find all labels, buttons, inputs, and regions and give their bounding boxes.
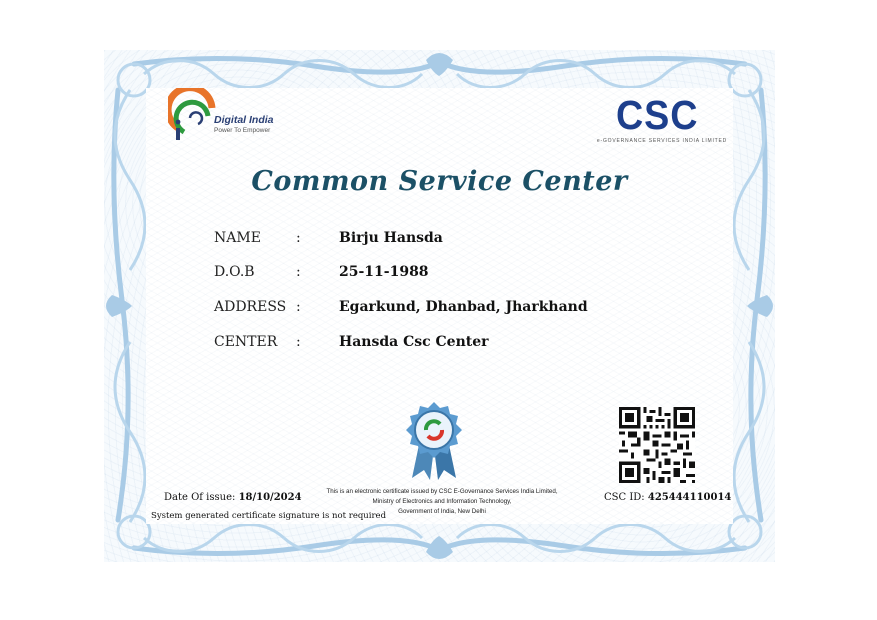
award-seal-icon [404,400,464,480]
csc-logo [592,94,732,146]
digital-india-name: Digital India [214,114,274,126]
certificate-issuer-note [292,487,592,517]
csc-logo-tagline: e-GOVERNANCE SERVICES INDIA LIMITED [596,138,728,144]
field-separator: : [296,299,301,315]
date-of-issue [164,492,302,503]
field-label: CENTER [214,334,278,350]
digital-india-tagline: Power To Empower [214,127,271,134]
issue-date-value: 18/10/2024 [238,492,302,503]
field-value: Hansda Csc Center [339,334,489,350]
field-label: D.O.B [214,264,255,280]
field-value: Birju Hansda [339,230,443,246]
field-label: ADDRESS [214,299,287,315]
csc-id [604,492,731,503]
certificate [104,50,775,562]
digital-india-logo [168,88,288,148]
field-value: 25-11-1988 [339,264,429,280]
qr-code-icon [619,407,695,483]
issuer-note-line: Ministry of Electronics and Information Technology, [372,498,512,505]
field-separator: : [296,334,301,350]
certificate-title: Common Service Center [251,166,628,197]
issuer-note-line: This is an electronic certificate issued by CSC E-Governance Services India Limited, [326,488,558,495]
issue-date-label: Date Of issue: [164,492,236,503]
csc-logo-letters: CSC [616,92,699,138]
field-value: Egarkund, Dhanbad, Jharkhand [339,299,588,315]
signature-note: System generated certificate signature is not required [151,511,387,521]
field-separator: : [296,230,301,246]
csc-id-label: CSC ID: [604,492,645,503]
csc-id-value: 425444110014 [647,492,732,503]
digital-india-emblem-icon [168,88,218,148]
issuer-note-line: Government of India, New Delhi [398,508,486,515]
field-label: NAME [214,230,261,246]
field-separator: : [296,264,301,280]
